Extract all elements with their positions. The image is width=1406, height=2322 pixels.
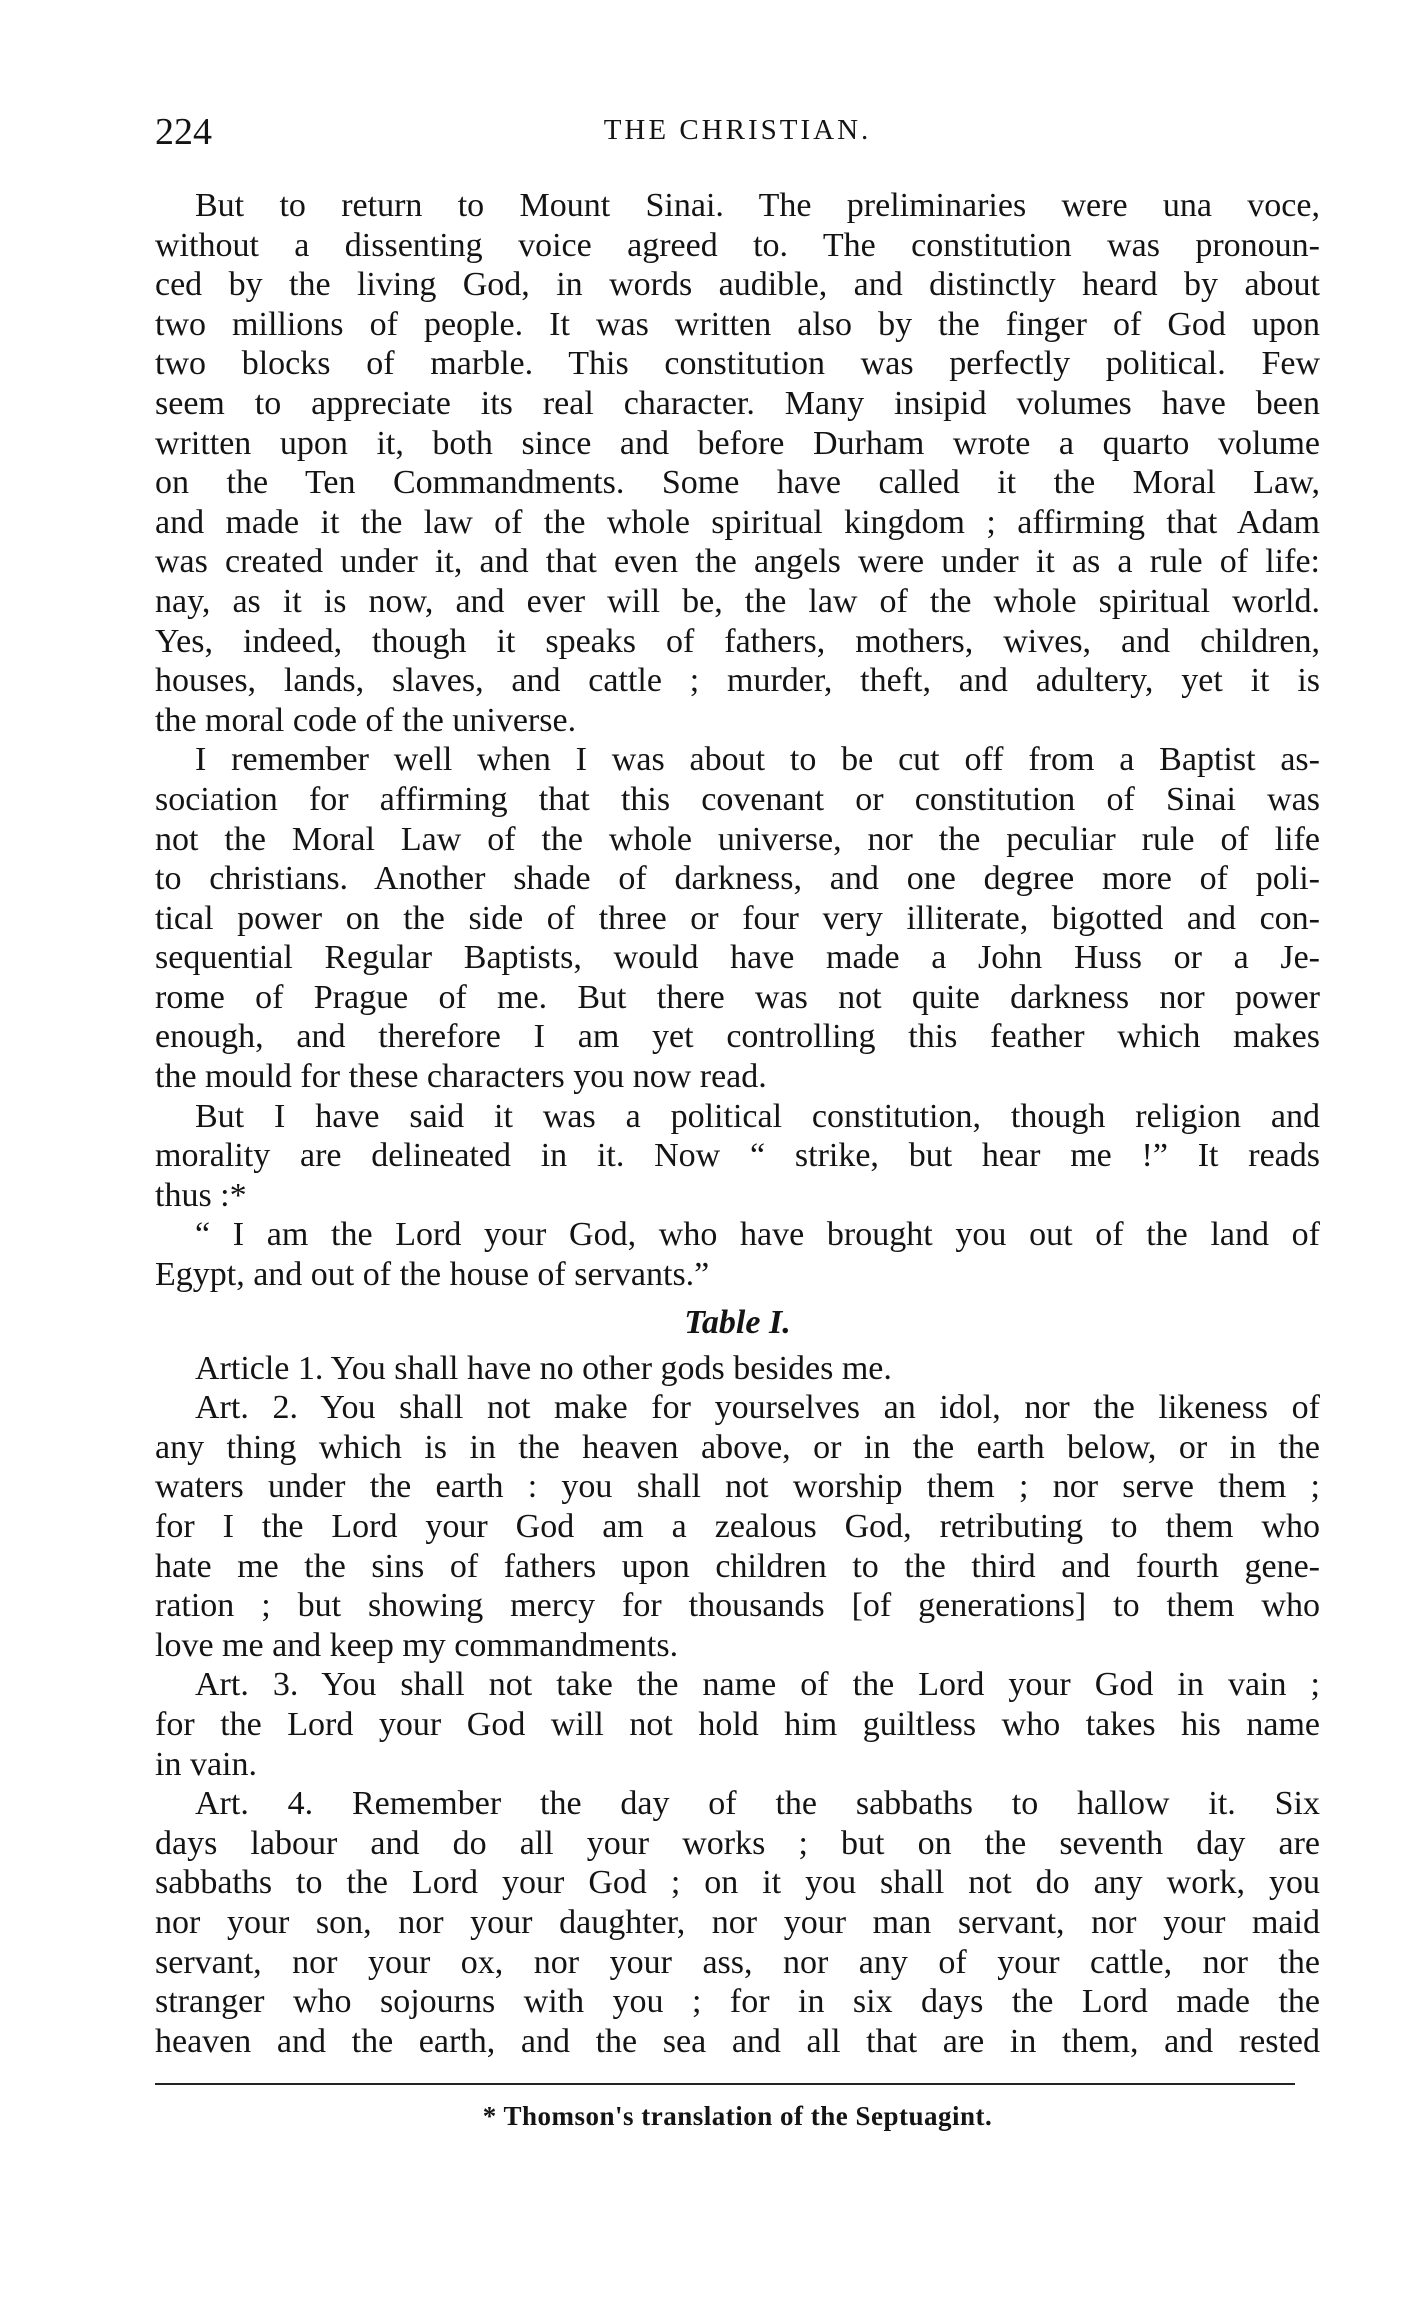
text-line: sabbaths to the Lord your God ; on it you shall not do any work, you <box>155 1864 1320 1902</box>
text-line: I remember well when I was about to be cut off from a Baptist as- <box>195 741 1320 779</box>
text-line: nor your son, nor your daughter, nor your man servant, nor your maid <box>155 1903 1320 1941</box>
article-line: Art. 2. You shall not make for yourselves an idol, nor the likeness of <box>195 1389 1320 1427</box>
text-line: But to return to Mount Sinai. The preliminaries were una voce, <box>195 187 1320 224</box>
text-line: thus :* <box>155 1176 247 1214</box>
text-line: any thing which is in the heaven above, or in the earth below, or in the <box>155 1428 1320 1466</box>
footnote-rule <box>155 2083 1295 2085</box>
text-line: sequential Regular Baptists, would have made a John Huss or a Je- <box>155 939 1320 977</box>
table-heading: Table I. <box>684 1303 791 1341</box>
text-line: two millions of people. It was written also by the finger of God upon <box>155 305 1320 343</box>
running-title: THE CHRISTIAN. <box>603 114 872 146</box>
text-line: houses, lands, slaves, and cattle ; murder, theft, and adultery, yet it is <box>155 662 1320 700</box>
text-line: stranger who sojourns with you ; for in six days the Lord made the <box>155 1983 1320 2021</box>
body-text <box>155 186 1320 2061</box>
page-number: 224 <box>155 111 212 153</box>
text-line: But I have said it was a political constitution, though religion and <box>195 1097 1320 1135</box>
article-line: Art. 3. You shall not take the name of the Lord your God in vain ; <box>195 1666 1320 1704</box>
text-line: morality are delineated in it. Now “ strike, but hear me !” It reads <box>155 1137 1320 1175</box>
text-line: days labour and do all your works ; but on the seventh day are <box>155 1824 1320 1862</box>
text-line: without a dissenting voice agreed to. The constitution was pronoun- <box>155 226 1320 264</box>
text-line: love me and keep my commandments. <box>155 1626 679 1664</box>
text-line: ration ; but showing mercy for thousands [of generations] to them who <box>155 1587 1320 1625</box>
text-line: in vain. <box>155 1745 257 1783</box>
text-line: the mould for these characters you now read. <box>155 1058 767 1096</box>
text-line: waters under the earth : you shall not worship them ; nor serve them ; <box>155 1468 1320 1506</box>
text-line: two blocks of marble. This constitution was perfectly political. Few <box>155 345 1320 383</box>
text-line: seem to appreciate its real character. Many insipid volumes have been <box>155 384 1320 422</box>
text-line: rome of Prague of me. But there was not quite darkness nor power <box>155 978 1320 1016</box>
text-line: not the Moral Law of the whole universe, nor the peculiar rule of life <box>155 820 1320 858</box>
text-line: Egypt, and out of the house of servants.” <box>155 1256 710 1294</box>
article-line: Article 1. You shall have no other gods besides me. <box>195 1349 892 1387</box>
text-line: was created under it, and that even the angels were under it as a rule of life: <box>155 543 1320 581</box>
running-head <box>155 110 1320 160</box>
text-line: nay, as it is now, and ever will be, the law of the whole spiritual world. <box>155 582 1320 620</box>
text-line: heaven and the earth, and the sea and all that are in them, and rested <box>155 2022 1320 2060</box>
article-line: Art. 4. Remember the day of the sabbaths to hallow it. Six <box>195 1785 1320 1823</box>
text-line: to christians. Another shade of darkness, and one degree more of poli- <box>155 860 1320 898</box>
text-line: enough, and therefore I am yet controlling this feather which makes <box>155 1018 1320 1056</box>
text-line: “ I am the Lord your God, who have brought you out of the land of <box>195 1216 1320 1254</box>
text-line: hate me the sins of fathers upon children to the third and fourth gene- <box>155 1547 1320 1585</box>
text-line: the moral code of the universe. <box>155 701 577 739</box>
text-line: written upon it, both since and before Durham wrote a quarto volume <box>155 424 1320 462</box>
text-line: on the Ten Commandments. Some have called it the Moral Law, <box>155 464 1320 502</box>
text-line: servant, nor your ox, nor your ass, nor any of your cattle, nor the <box>155 1943 1320 1981</box>
text-line: for I the Lord your God am a zealous God, retributing to them who <box>155 1508 1320 1545</box>
text-line: for the Lord your God will not hold him guiltless who takes his name <box>155 1705 1320 1743</box>
text-line: sociation for affirming that this covenant or constitution of Sinai was <box>155 780 1320 818</box>
book-page <box>155 110 1320 2132</box>
text-line: ced by the living God, in words audible, and distinctly heard by about <box>155 266 1320 304</box>
text-line: tical power on the side of three or four very illiterate, bigotted and con- <box>155 899 1320 937</box>
text-line: Yes, indeed, though it speaks of fathers, mothers, wives, and children, <box>155 622 1320 660</box>
footnote: * Thomson's translation of the Septuagint. <box>482 2101 993 2132</box>
text-line: and made it the law of the whole spiritual kingdom ; affirming that Adam <box>155 503 1320 541</box>
